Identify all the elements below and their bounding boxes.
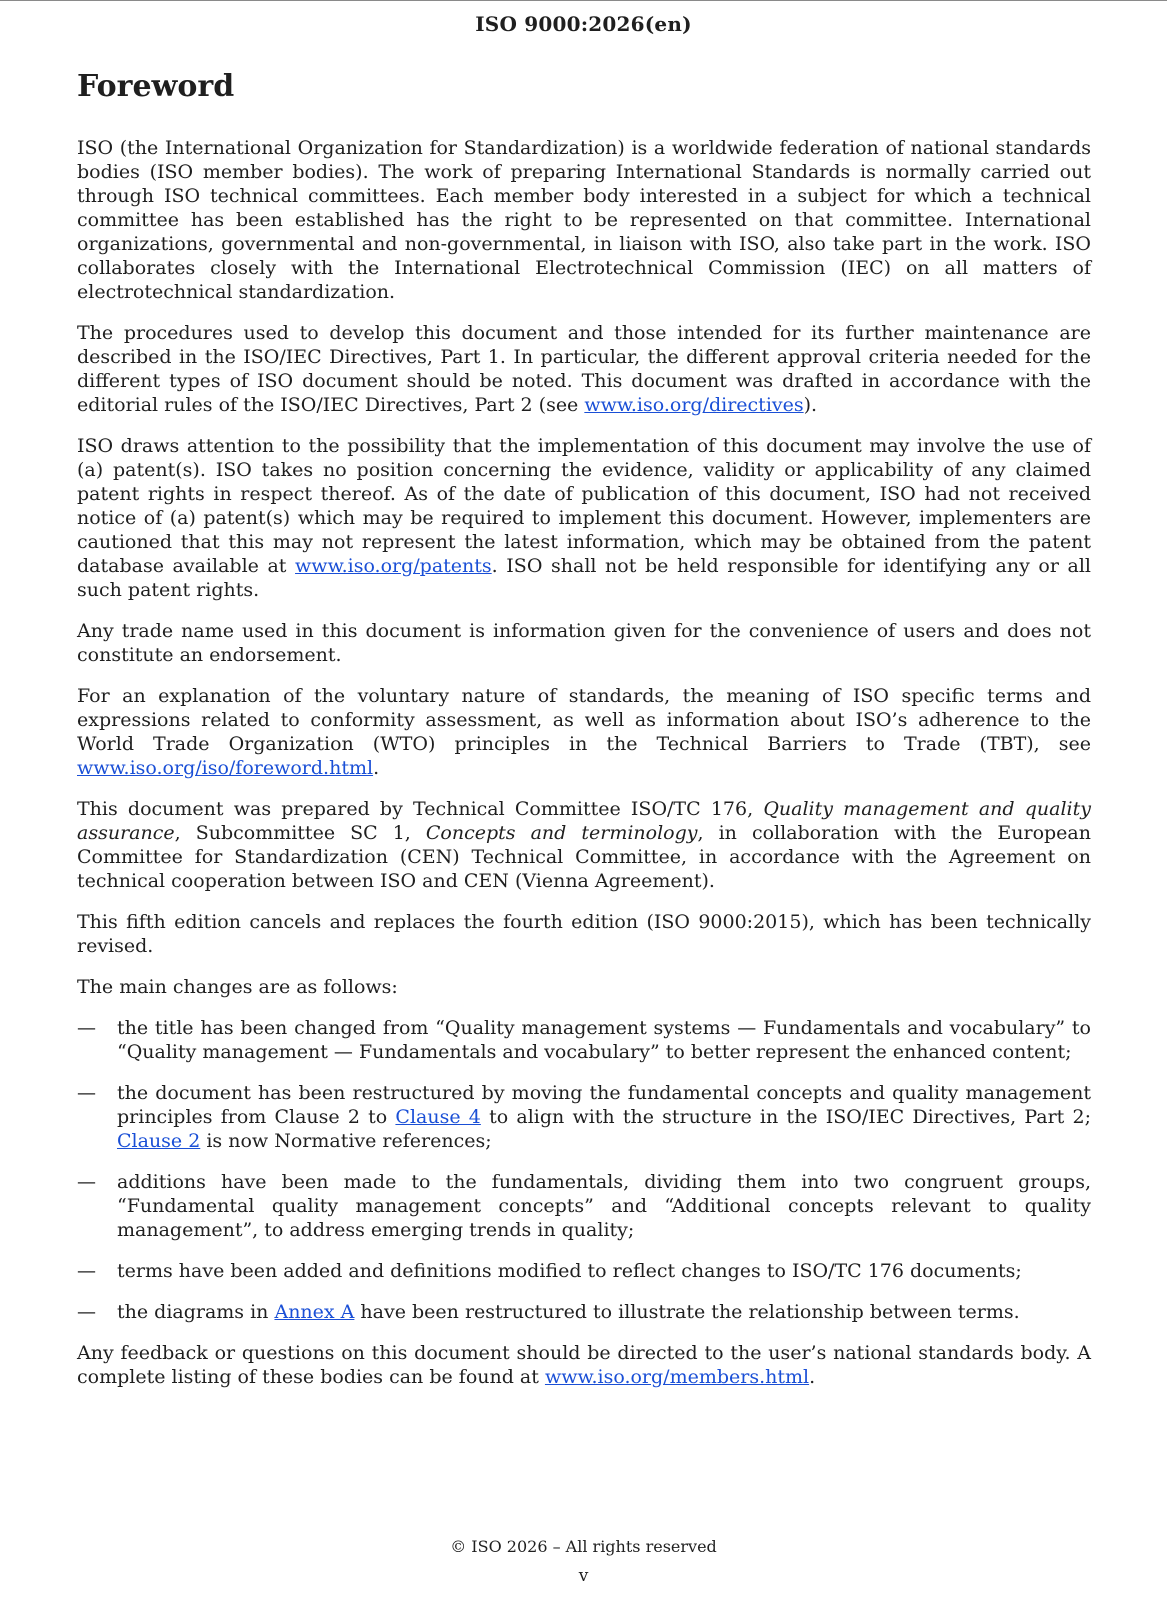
list-item-text-b: have been restructured to illustrate the relationship between terms. — [354, 1301, 1020, 1323]
paragraph-procedures-end: ). — [803, 394, 818, 416]
list-item-text-a: the diagrams in — [117, 1301, 275, 1323]
paragraph-feedback-end: . — [809, 1366, 816, 1388]
paragraph-patents-end: . ISO shall not be held responsible for identifying any or all such patent rights. — [77, 555, 1092, 601]
changes-list — [77, 1016, 1091, 1324]
list-dash: — — [77, 1171, 96, 1193]
members-link[interactable]: www.iso.org/members.html — [544, 1366, 810, 1388]
annex-a-link[interactable]: Annex A — [274, 1301, 355, 1323]
list-dash: — — [77, 1301, 96, 1323]
paragraph-prepared-by — [77, 797, 1091, 893]
paragraph-main-changes-intro: The main changes are as follows: — [77, 976, 398, 998]
paragraph-procedures — [77, 321, 1091, 417]
clause-2-link[interactable]: Clause 2 — [117, 1130, 201, 1152]
list-dash: — — [77, 1260, 96, 1282]
paragraph-trade-name: Any trade name used in this document is information given for the convenience of users and does not constitute an endorsement. — [77, 620, 1091, 666]
list-item — [77, 1259, 1091, 1283]
list-item — [77, 1300, 1091, 1324]
copyright-notice: © ISO 2026 – All rights reserved — [450, 1537, 717, 1556]
paragraph-feedback — [77, 1341, 1091, 1389]
document-id-header: ISO 9000:2026(en) — [475, 12, 692, 36]
list-item — [77, 1170, 1091, 1242]
prepared-by-text-a: This document was prepared by Technical Committee ISO/TC 176, — [77, 798, 764, 820]
list-item-text-b: to align with the structure in the ISO/IEC Directives, Part 2; — [480, 1106, 1091, 1128]
paragraph-feedback-text: Any feedback or questions on this document should be directed to the user’s national standards body. A complete listing of these bodies can be found at — [77, 1342, 1091, 1388]
paragraph-voluntary-nature — [77, 684, 1091, 780]
directives-link[interactable]: www.iso.org/directives — [584, 394, 804, 416]
paragraph-iso-intro: ISO (the International Organization for Standardization) is a worldwide federation of national standards bodies (ISO member bodies). The work of preparing International Standards is normally carried out through ISO technical committees. Each member body interested in a subject for which a technical committee has been established has the right to be represented on that committee. International organizations, governmental and non-governmental, in liaison with ISO, also take part in the work. ISO collaborates closely with the International Electrotechnical Commission (IEC) on all matters of electrotechnical standardization. — [77, 137, 1091, 303]
list-dash: — — [77, 1017, 96, 1039]
clause-4-link[interactable]: Clause 4 — [395, 1106, 481, 1128]
section-title: Foreword — [77, 69, 235, 104]
list-item-text: additions have been made to the fundamentals, dividing them into two congruent groups, “Fundamental quality management concepts” and “Additional concepts relevant to quality management”, to address emerging trends in quality; — [117, 1171, 1091, 1241]
list-item-text: terms have been added and definitions modified to reflect changes to ISO/TC 176 documents; — [117, 1260, 1022, 1282]
list-item-text: the title has been changed from “Quality management systems — Fundamentals and vocabulary” to “Quality management — Fundamentals and vocabulary” to better represent the enhanced content; — [117, 1017, 1091, 1063]
paragraph-voluntary-nature-end: . — [373, 757, 380, 779]
paragraph-patents-text: ISO draws attention to the possibility that the implementation of this document may involve the use of (a) patent(s). ISO takes no position concerning the evidence, validity or applicability of any claimed patent rights in respect thereof. As of the date of publication of this document, ISO had not received notice of (a) patent(s) which may be required to implement this document. However, implementers are cautioned that this may not represent the latest information, which may be obtained from the patent database available at — [77, 435, 1091, 577]
foreword-section — [77, 66, 1091, 1406]
prepared-by-text-b: , Subcommittee SC 1, — [174, 822, 426, 844]
top-border-rule — [0, 0, 1167, 1]
list-item-text-c: is now Normative references; — [200, 1130, 492, 1152]
paragraph-procedures-text: The procedures used to develop this document and those intended for its further maintenance are described in the ISO/IEC Directives, Part 1. In particular, the different approval criteria needed for the different types of ISO document should be noted. This document was drafted in accordance with the editorial rules of the ISO/IEC Directives, Part 2 (see — [77, 322, 1091, 416]
paragraph-edition: This fifth edition cancels and replaces the fourth edition (ISO 9000:2015), which has been technically revised. — [77, 911, 1091, 957]
list-item-text-a: the document has been restructured by moving the fundamental concepts and quality management principles from Clause 2 to — [117, 1082, 1091, 1128]
foreword-link[interactable]: www.iso.org/iso/foreword.html — [77, 757, 374, 779]
patents-link[interactable]: www.iso.org/patents — [295, 555, 492, 577]
subcommittee-name: Concepts and terminology — [425, 822, 698, 844]
paragraph-voluntary-nature-text: For an explanation of the voluntary nature of standards, the meaning of ISO specific terms and expressions related to conformity assessment, as well as information about ISO’s adherence to the World Trade Organization (WTO) principles in the Technical Barriers to Trade (TBT), see — [77, 685, 1091, 755]
page-number: v — [578, 1566, 589, 1586]
list-item — [77, 1081, 1091, 1153]
list-item — [77, 1016, 1091, 1064]
paragraph-patents — [77, 434, 1091, 602]
prepared-by-text-c: , in collaboration with the European Committee for Standardization (CEN) Technical Committee, in accordance with the Agreement on technical cooperation between ISO and CEN (Vienna Agreement). — [77, 822, 1091, 892]
committee-name: Quality management and quality assurance — [77, 798, 1091, 844]
list-dash: — — [77, 1082, 96, 1104]
